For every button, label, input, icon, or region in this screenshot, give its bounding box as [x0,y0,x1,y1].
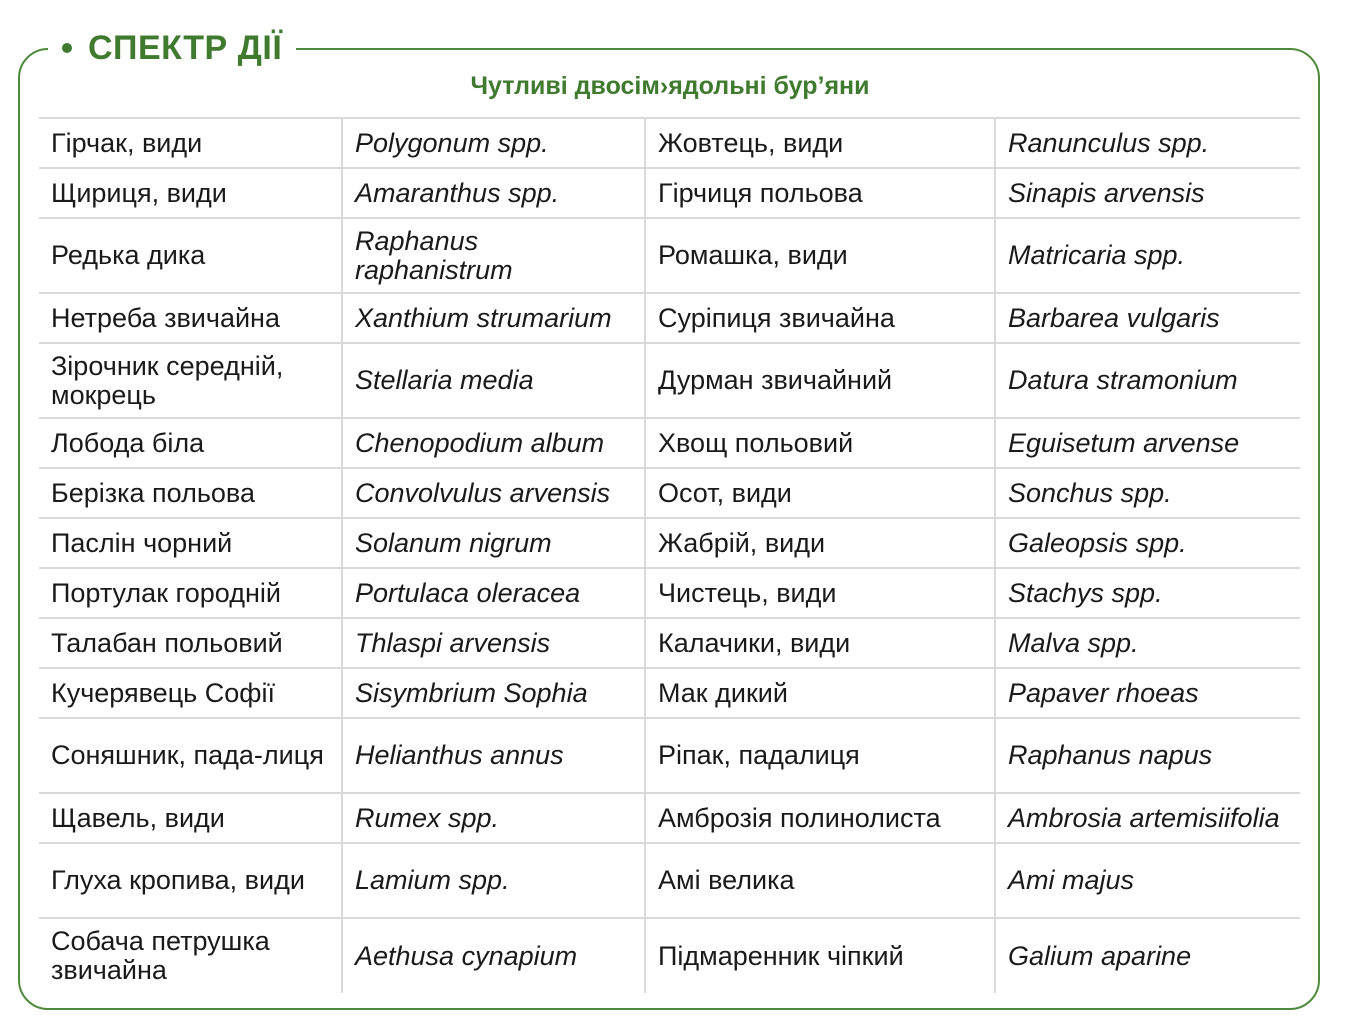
common-name-cell: Щириця, види [39,168,342,218]
latin-name-cell: Galeopsis spp. [995,518,1300,568]
latin-name-cell: Xanthium strumarium [342,293,645,343]
common-name-cell: Калачики, види [645,618,995,668]
table-row [39,343,1300,418]
common-name-cell: Чистець, види [645,568,995,618]
latin-name-cell: Raphanus raphanistrum [342,218,645,293]
table-row [39,668,1300,718]
table-row [39,618,1300,668]
weeds-table [39,117,1300,993]
latin-name-cell: Sonchus spp. [995,468,1300,518]
latin-name-cell: Ami majus [995,843,1300,918]
common-name-cell: Паслін чорний [39,518,342,568]
latin-name-cell: Thlaspi arvensis [342,618,645,668]
latin-name-cell: Datura stramonium [995,343,1300,418]
common-name-cell: Жабрій, види [645,518,995,568]
common-name-cell: Редька дика [39,218,342,293]
common-name-cell: Мак дикий [645,668,995,718]
latin-name-cell: Ambrosia artemisiifolia [995,793,1300,843]
latin-name-cell: Papaver rhoeas [995,668,1300,718]
table-row [39,518,1300,568]
section-title: СПЕКТР ДІЇ [88,28,283,67]
common-name-cell: Осот, види [645,468,995,518]
table-row [39,168,1300,218]
latin-name-cell: Aethusa cynapium [342,918,645,993]
table-row [39,118,1300,168]
latin-name-cell: Malva spp. [995,618,1300,668]
common-name-cell: Соняшник, пада-лиця [39,718,342,793]
common-name-cell: Кучерявець Софії [39,668,342,718]
common-name-cell: Ріпак, падалиця [645,718,995,793]
common-name-cell: Гірчиця польова [645,168,995,218]
common-name-cell: Підмаренник чіпкий [645,918,995,993]
latin-name-cell: Stachys spp. [995,568,1300,618]
table-row [39,218,1300,293]
common-name-cell: Собача петрушка звичайна [39,918,342,993]
latin-name-cell: Galium aparine [1008,940,1192,971]
section-header [48,28,296,68]
latin-name-cell: Stellaria media [342,343,645,418]
latin-name-cell: Sinapis arvensis [995,168,1300,218]
common-name-cell: Хвощ польовий [645,418,995,468]
common-name-cell: Гірчак, види [39,118,342,168]
common-name-cell: Глуха кропива, види [39,843,342,918]
common-name-cell: Щавель, види [39,793,342,843]
table-row [39,793,1300,843]
common-name-cell: Ромашка, види [645,218,995,293]
bullet-icon [62,43,72,53]
latin-name-cell: Sisymbrium Sophia [342,668,645,718]
latin-name-cell: Convolvulus arvensis [342,468,645,518]
common-name-cell: Берізка польова [39,468,342,518]
latin-name-cell: Eguisetum arvense [995,418,1300,468]
table-subtitle: Чутливі двосім›ядольні бур’яни [470,72,870,100]
common-name-cell: Зірочник середній, мокрець [39,343,342,418]
latin-name-cell: Solanum nigrum [342,518,645,568]
common-name-cell: Нетреба звичайна [39,293,342,343]
common-name-cell: Лобода біла [39,418,342,468]
latin-name-cell: Polygonum spp. [342,118,645,168]
common-name-cell: Дурман звичайний [645,343,995,418]
common-name-cell: Амі велика [645,843,995,918]
table-row [39,918,1300,993]
common-name-cell: Жовтець, види [645,118,995,168]
latin-name-cell: Amaranthus spp. [342,168,645,218]
latin-name-cell: Ranunculus spp. [995,118,1300,168]
common-name-cell: Амброзія полинолиста [645,793,995,843]
latin-name-cell: Chenopodium album [342,418,645,468]
table-row [39,418,1300,468]
common-name-cell: Талабан польовий [39,618,342,668]
table-row [39,568,1300,618]
table-row [39,468,1300,518]
common-name-cell: Портулак городній [39,568,342,618]
latin-name-cell: Lamium spp. [342,843,645,918]
latin-name-cell: Portulaca oleracea [342,568,645,618]
latin-name-cell: Rumex spp. [342,793,645,843]
table-row [39,718,1300,793]
table-row [39,843,1300,918]
latin-name-cell: Matricaria spp. [995,218,1300,293]
latin-name-cell: Raphanus napus [995,718,1300,793]
latin-name-cell: Barbarea vulgaris [995,293,1300,343]
common-name-cell: Суріпиця звичайна [645,293,995,343]
table-row [39,293,1300,343]
latin-name-cell: Helianthus annus [342,718,645,793]
